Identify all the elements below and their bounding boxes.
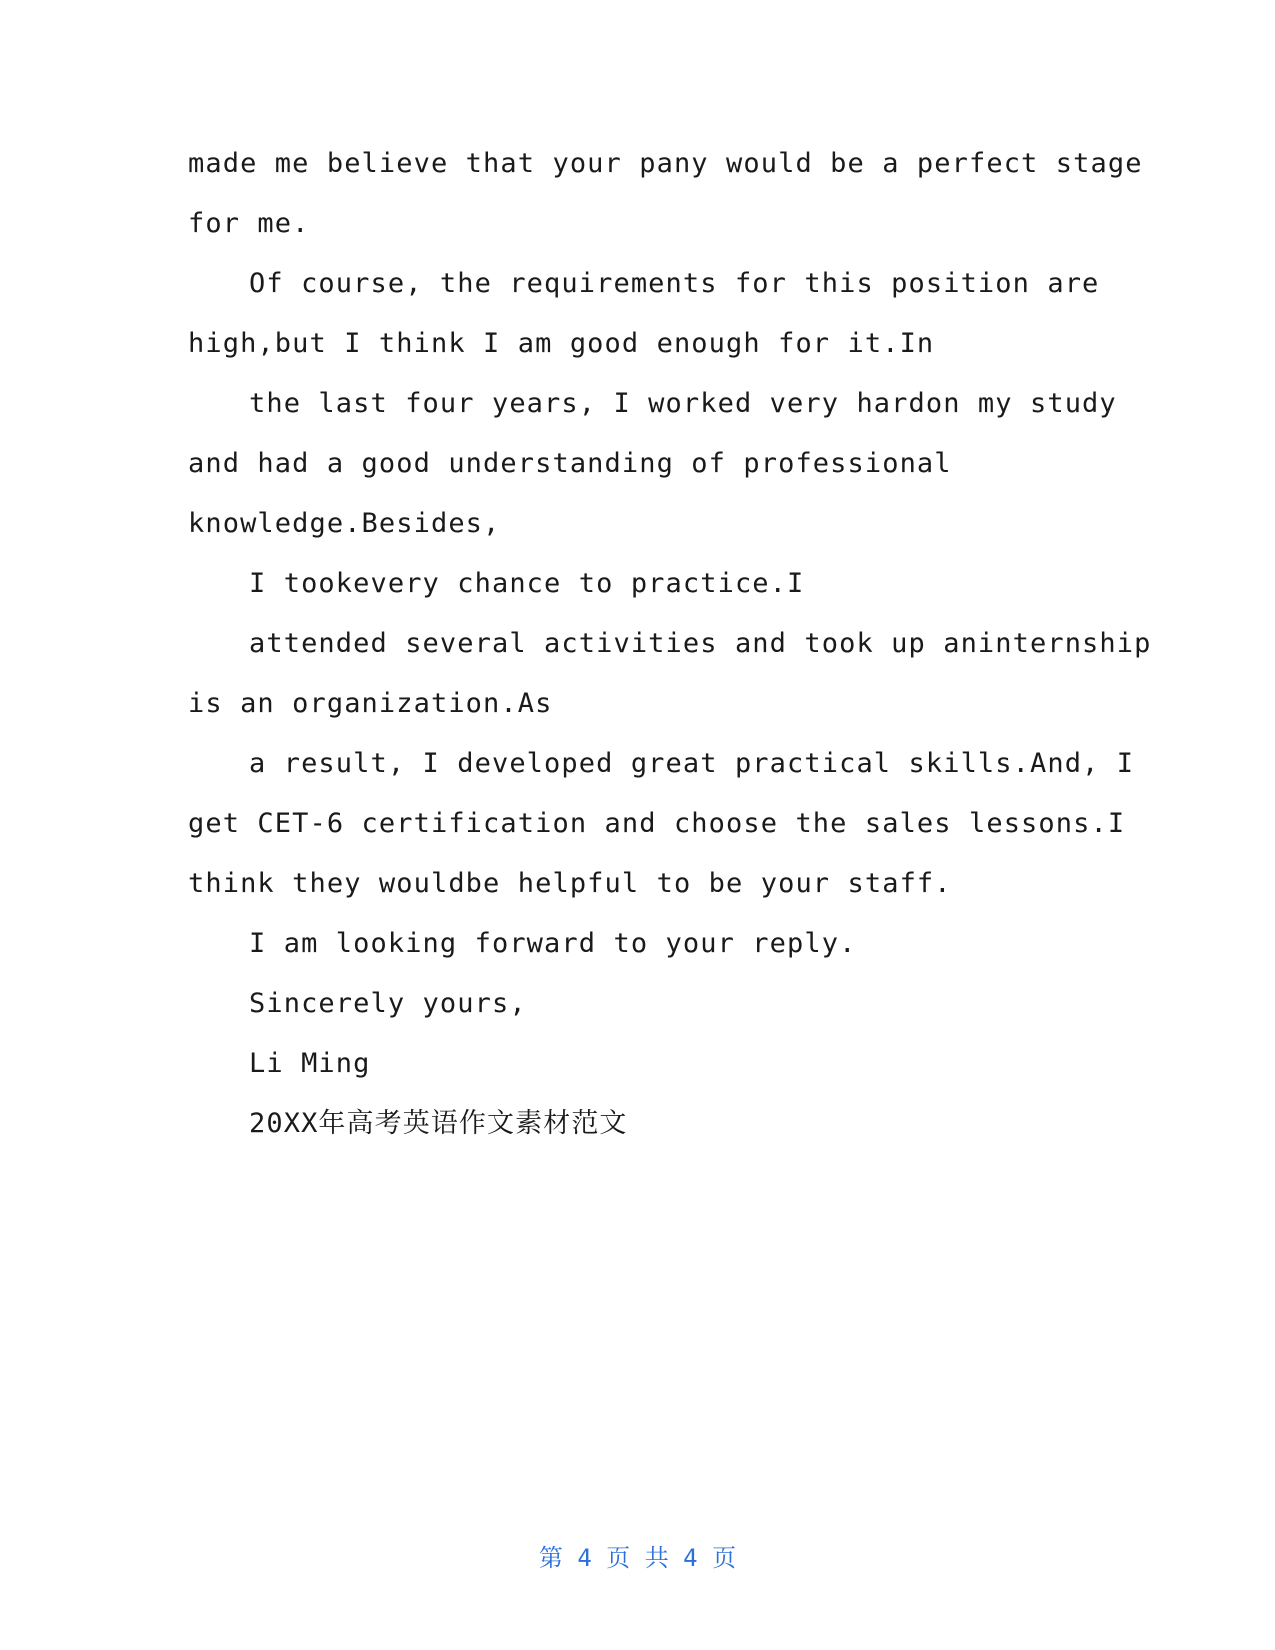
closing-line: Sincerely yours, bbox=[249, 988, 527, 1019]
page-number-footer: 第 4 页 共 4 页 bbox=[538, 1544, 737, 1572]
body-line-14: I am looking forward to your reply. bbox=[249, 928, 857, 959]
signature-name: Li Ming bbox=[249, 1048, 371, 1079]
body-line-13: think they wouldbe helpful to be your staff. bbox=[188, 868, 952, 899]
body-line-5: the last four years, I worked very hardon my study bbox=[249, 388, 1117, 419]
body-line-4: high,but I think I am good enough for it.In bbox=[188, 328, 935, 359]
body-line-12: get CET-6 certification and choose the sales lessons.I bbox=[188, 808, 1126, 839]
body-line-1: made me believe that your pany would be a perfect stage bbox=[188, 148, 1143, 179]
body-line-3: Of course, the requirements for this position are bbox=[249, 268, 1100, 299]
body-line-2: for me. bbox=[188, 208, 310, 239]
body-line-6: and had a good understanding of professional bbox=[188, 448, 952, 479]
body-line-10: is an organization.As bbox=[188, 688, 553, 719]
section-heading: 20XX年高考英语作文素材范文 bbox=[249, 1108, 628, 1139]
body-line-7: knowledge.Besides, bbox=[188, 508, 501, 539]
body-line-11: a result, I developed great practical skills.And, I bbox=[249, 748, 1135, 779]
body-line-8: I tookevery chance to practice.I bbox=[249, 568, 805, 599]
body-line-9: attended several activities and took up aninternship bbox=[249, 628, 1152, 659]
